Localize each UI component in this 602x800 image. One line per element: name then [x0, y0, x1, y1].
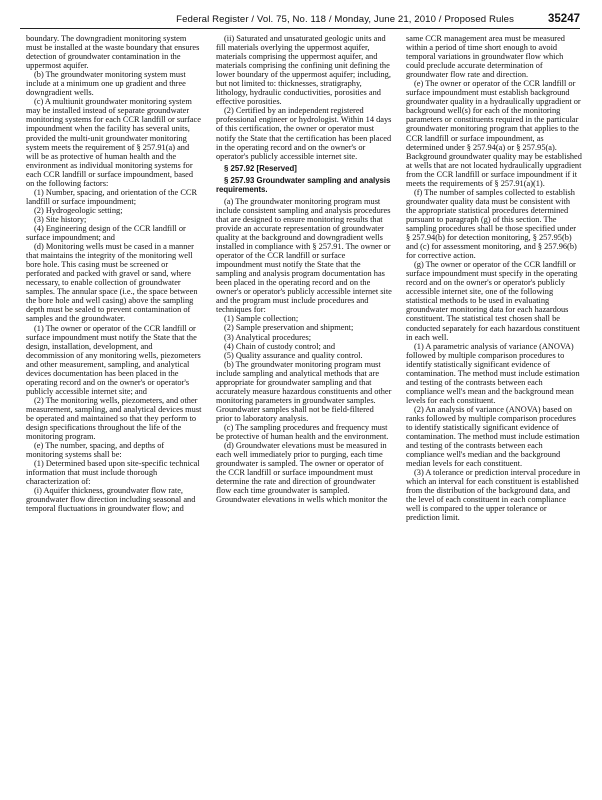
paragraph: same CCR management area must be measured within a period of time short enough to avoid temporal variations in groundwater flow which could preclude accurate determination of groundwater flow rate and direction. [406, 34, 565, 80]
paragraph: (g) The owner or operator of the CCR landfill or surface impoundment must specify in the operating record and on the owner's or operator's publicly accessible internet site, one of the following statistical methods to be used in evaluating groundwater monitoring data for each hazardous constituent. The statistical test chosen shall be conducted separately for each hazardous constituent in each well. [406, 260, 580, 342]
paragraph: (d) Monitoring wells must be cased in a manner that maintains the integrity of the monitoring well bore hole. This casing must be screened or perforated and packed with gravel or sand, where necessary, to enable collection of groundwater samples. The annular space (i.e., the space between the bore hole and well casing) above the sampling depth must be sealed to prevent contamination of samples and the groundwater. [26, 242, 198, 324]
paragraph: (1) Determined based upon site-specific technical information that must include thorough characterization of: [26, 459, 200, 487]
paragraph: (a) The groundwater monitoring program must include consistent sampling and analysis procedures that are designed to ensure monitoring results that provide an accurate representation of groundwater quality at the background and downgradient wells installed in compliance with § 257.91. The owner or operator of the CCR landfill or surface impoundment must notify the State that the sampling and analysis program documentation has been placed in the operating record and on the owner's or operator's publicly accessible internet site and the program must include procedures and techniques for: [216, 196, 392, 315]
paragraph: (4) Chain of custody control; and [224, 341, 335, 351]
paragraph: (b) The groundwater monitoring program must include sampling and analytical methods that are appropriate for groundwater sampling and that accurately measure hazardous constituents and other monitoring parameters in groundwater samples. Groundwater samples shall not be field-filtered prior to laboratory analysis. [216, 359, 392, 423]
paragraph: (ii) Saturated and unsaturated geologic units and fill materials overlying the uppermost aquifer, materials comprising the uppermost aquifer, and materials comprising the confining unit defining the lower boundary of the uppermost aquifer; including, but not limited to: thicknesses, stratigraphy, lithology, hydraulic conductivities, porosities and effective porosities. [216, 34, 391, 107]
paragraph: (1) Sample collection; [224, 314, 299, 324]
page-header [20, 12, 580, 29]
paragraph: (2) Hydrogeologic setting; [34, 205, 123, 215]
paragraph: (3) A tolerance or prediction interval procedure in which an interval for each constituent is established from the distribution of the background data, and the level of each constituent in each compliance well is compared to the upper tolerance or prediction limit. [406, 468, 581, 523]
page-number: 35247 [548, 13, 580, 25]
paragraph: (e) The owner or operator of the CCR landfill or surface impoundment must establish background groundwater quality in a hydraulically upgradient or background well(s) for each of the monitoring parameters or constituents required in the particular groundwater monitoring program that applies to the CCR landfill or surface impoundment, as determined under § 257.94(a) or § 257.95(a). Background groundwater quality may be established at wells that are not located hydraulically upgradient from the CCR landfill or surface impoundment if it meets the requirements of § 257.91(a)(1). [406, 79, 582, 188]
paragraph: (2) The monitoring wells, piezometers, and other measurement, sampling, and analytical devices must be operated and maintained so that they perform to design specifications throughout the life of the monitoring program. [26, 395, 202, 442]
paragraph: (3) Site history; [34, 214, 87, 224]
paragraph: (b) The groundwater monitoring system must include at a minimum one up gradient and three downgradient wells. [26, 70, 186, 98]
paragraph: (3) Analytical procedures; [224, 332, 312, 342]
paragraph: (4) Engineering design of the CCR landfill or surface impoundment; and [26, 223, 186, 243]
paragraph: (d) Groundwater elevations must be measured in each well immediately prior to purging, each time groundwater is sampled. The owner or operator of the CCR landfill or surface impoundment must determine the rate and direction of groundwater flow each time groundwater is sampled. Groundwater elevations in wells which monitor the [216, 441, 388, 505]
running-title: Federal Register / Vol. 75, No. 118 / Monday, June 21, 2010 / Proposed Rules [176, 14, 514, 25]
paragraph: (1) A parametric analysis of variance (ANOVA) followed by multiple comparison procedures to identify statistically significant evidence of contamination. The method must include estimation and testing of the contrasts between each compliance well's mean and the background mean levels for each constituent. [406, 341, 580, 405]
paragraph: (1) Number, spacing, and orientation of the CCR landfill or surface impoundment; [26, 187, 198, 206]
section-heading: § 257.93 Groundwater sampling and analysis requirements. [216, 175, 391, 194]
text-column-3 [406, 34, 582, 523]
paragraph: (c) A multiunit groundwater monitoring system may be installed instead of separate groundwater monitoring systems for each CCR landfill or surface impoundment when the facility has several units, provided the multi-unit groundwater monitoring system meets the requirement of § 257.91(a) and will be as protective of human health and the environment as individual monitoring systems for each CCR landfill or surface impoundment, based on the following factors: [26, 97, 201, 188]
text-column-2 [216, 34, 392, 504]
paragraph: (2) Certified by an independent registered professional engineer or hydrologist. Within 14 days of this certification, the owner or operator must notify the State that the certification has been placed in the operating record and on the owner's or operator's publicly accessible internet site. [216, 106, 392, 161]
text-column-1 [26, 34, 202, 513]
paragraph: (c) The sampling procedures and frequency must be protective of human health and the environment. [216, 422, 389, 442]
paragraph: (f) The number of samples collected to establish groundwater quality data must be consistent with the appropriate statistical procedures determined pursuant to paragraph (g) of this section. The sampling procedures shall be those specified under § 257.94(b) for detection monitoring, § 257.95(b) and (c) for assessment monitoring, and § 257.96(b) for corrective action. [406, 187, 577, 261]
paragraph: (2) An analysis of variance (ANOVA) based on ranks followed by multiple comparison procedures to identify statistically significant evidence of contamination. The method must include estimation and testing of the contrasts between each compliance well's median and the background median levels for each constituent. [406, 404, 580, 469]
paragraph: boundary. The downgradient monitoring system must be installed at the waste boundary that ensures detection of groundwater contamination in the uppermost aquifer. [26, 34, 200, 71]
paragraph: (2) Sample preservation and shipment; [224, 323, 354, 333]
section-heading: § 257.92 [Reserved] [224, 163, 297, 173]
paragraph: (e) The number, spacing, and depths of monitoring systems shall be: [26, 441, 165, 460]
paragraph: (i) Aquifer thickness, groundwater flow rate, groundwater flow direction including seasonal and temporal fluctuations in groundwater flow; and [26, 486, 196, 514]
paragraph: (5) Quality assurance and quality control. [224, 350, 363, 360]
paragraph: (1) The owner or operator of the CCR landfill or surface impoundment must notify the State that the design, installation, development, and decommission of any monitoring wells, piezometers and other measurement, sampling, and analytical devices documentation has been placed in the operating record and on the owner's or operator's publicly accessible internet site; and [26, 323, 201, 396]
